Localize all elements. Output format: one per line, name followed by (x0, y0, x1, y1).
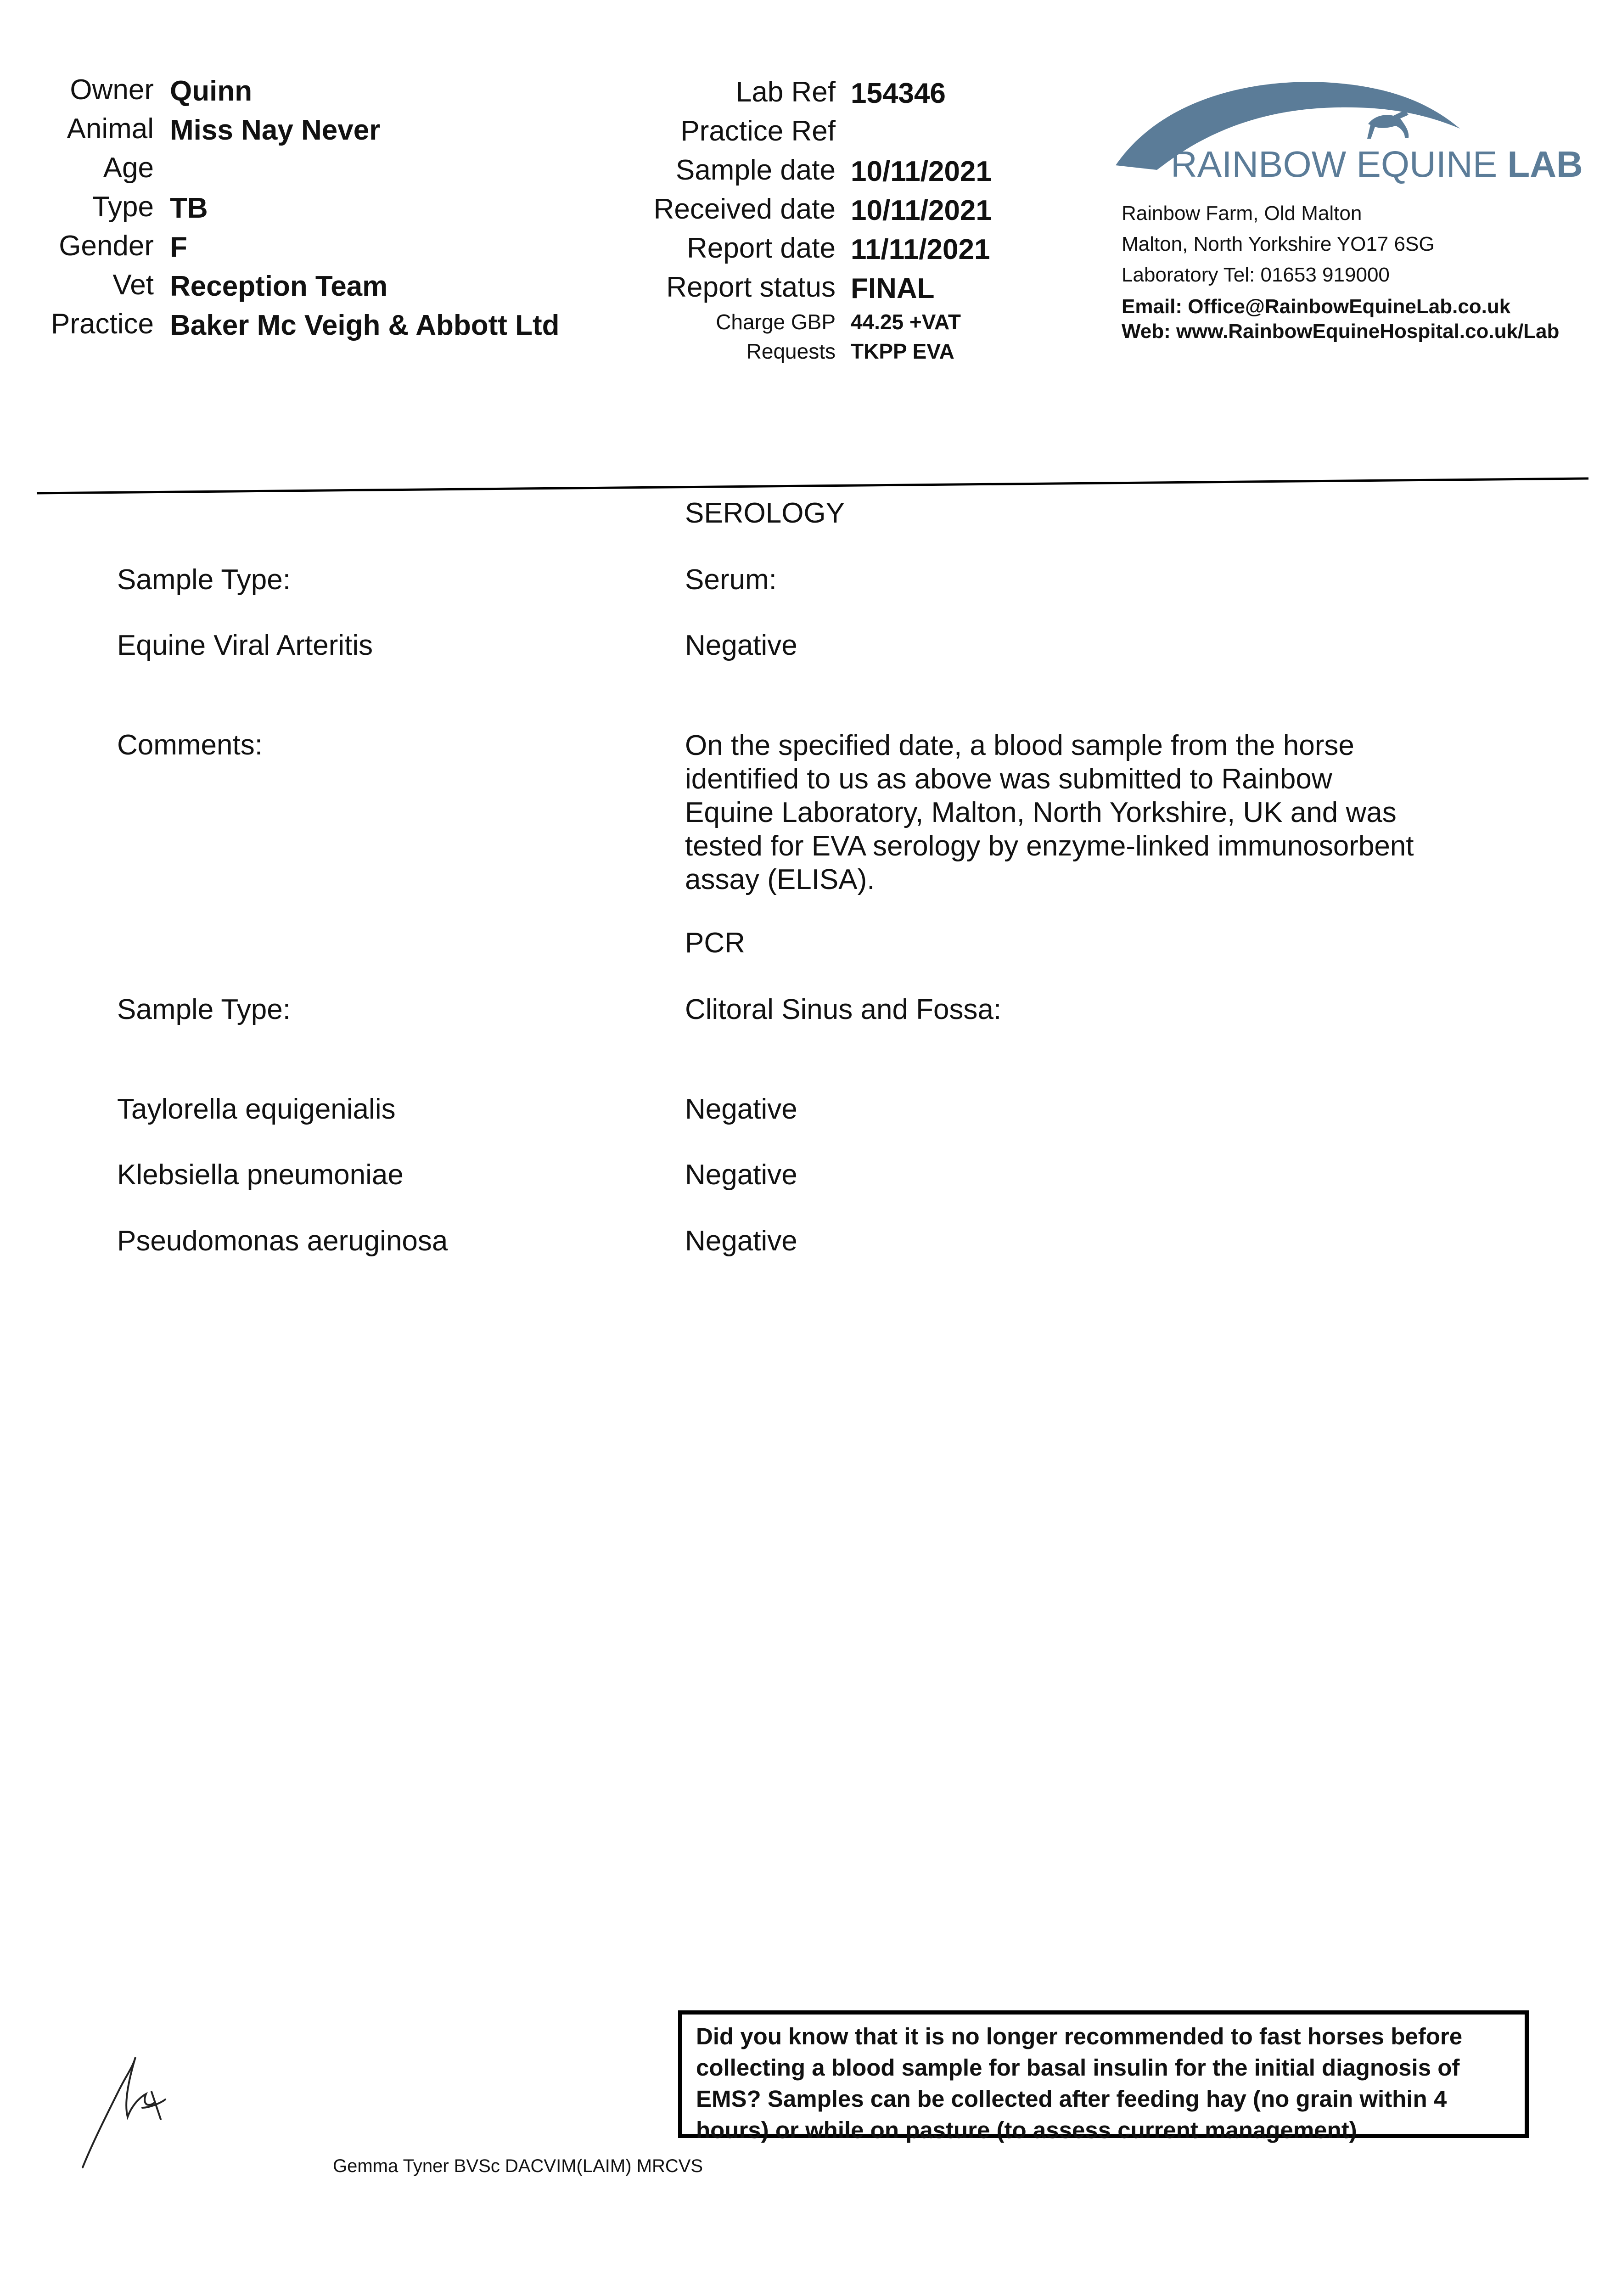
pcr-test-name: Pseudomonas aeruginosa (117, 1225, 448, 1257)
pcr-sample-type-value: Clitoral Sinus and Fossa: (685, 994, 1002, 1025)
owner-value: Quinn (170, 75, 253, 107)
pcr-test-result: Negative (685, 1093, 797, 1125)
pcr-test-result: Negative (685, 1225, 797, 1257)
report-status-value: FINAL (851, 273, 935, 304)
serology-heading: SEROLOGY (685, 497, 845, 529)
sample-date-value: 10/11/2021 (851, 156, 992, 187)
eva-test-result: Negative (685, 630, 797, 661)
comments-text: On the specified date, a blood sample from the horse identified to us as above was submitted to Rainbow Equine Laboratory, Malton, North Yorkshire, UK and was tested for EVA serology by enzyme-linked immunosorbent assay (ELISA). (685, 730, 1414, 895)
logo-wordmark: RAINBOW EQUINE LAB (1171, 144, 1583, 185)
lab-phone: Laboratory Tel: 01653 919000 (1122, 264, 1390, 286)
practice-label: Practice (51, 308, 154, 340)
ems-notice-box (678, 2010, 1529, 2143)
gender-value: F (170, 231, 187, 263)
age-label: Age (103, 152, 154, 184)
lab-ref-label: Lab Ref (735, 76, 836, 108)
header-divider (0, 473, 1622, 496)
lab-address-line1: Rainbow Farm, Old Malton (1122, 202, 1362, 225)
pcr-test-name: Klebsiella pneumoniae (117, 1159, 404, 1191)
received-date-value: 10/11/2021 (851, 195, 992, 226)
charge-value: 44.25 +VAT (851, 310, 961, 334)
owner-label: Owner (70, 74, 154, 106)
comments-label: Comments: (117, 729, 263, 761)
report-status-label: Report status (666, 271, 836, 303)
received-date-label: Received date (653, 193, 836, 225)
vet-label: Vet (112, 269, 154, 301)
ems-notice-text: Did you know that it is no longer recommended to fast horses before collecting a blood sample for basal insulin for the initial diagnosis of EMS? Samples can be collected after feeding hay (no grain within 4 hours) or while on pasture (to assess current management) (696, 2023, 1463, 2143)
pcr-test-name: Taylorella equigenialis (117, 1093, 396, 1125)
vet-value: Reception Team (170, 270, 388, 302)
charge-label: Charge GBP (716, 310, 836, 334)
rainbow-equine-lab-logo (1111, 73, 1583, 185)
lab-email: Email: Office@RainbowEquineLab.co.uk (1122, 295, 1511, 318)
serology-sample-type-value: Serum: (685, 564, 777, 596)
pcr-test-result: Negative (685, 1159, 797, 1191)
type-value: TB (170, 192, 208, 224)
evA-test-name: Equine Viral Arteritis (117, 630, 373, 661)
animal-value: Miss Nay Never (170, 114, 381, 146)
report-date-label: Report date (687, 232, 836, 264)
requests-label: Requests (746, 339, 836, 363)
serology-sample-type-label: Sample Type: (117, 564, 291, 596)
lab-address-line2: Malton, North Yorkshire YO17 6SG (1122, 233, 1435, 255)
signature-image (73, 2039, 184, 2177)
practice-value: Baker Mc Veigh & Abbott Ltd (170, 310, 560, 341)
sample-date-label: Sample date (675, 154, 836, 186)
requests-value: TKPP EVA (851, 339, 954, 363)
signatory-name: Gemma Tyner BVSc DACVIM(LAIM) MRCVS (333, 2156, 703, 2176)
gender-label: Gender (59, 230, 154, 262)
practice-ref-label: Practice Ref (680, 115, 836, 147)
lab-website: Web: www.RainbowEquineHospital.co.uk/Lab (1122, 320, 1560, 343)
type-label: Type (92, 191, 154, 223)
horse-icon (1367, 110, 1409, 139)
pcr-heading: PCR (685, 927, 745, 959)
pcr-sample-type-label: Sample Type: (117, 994, 291, 1025)
animal-label: Animal (67, 113, 154, 145)
report-date-value: 11/11/2021 (851, 234, 990, 265)
lab-ref-value: 154346 (851, 78, 946, 109)
